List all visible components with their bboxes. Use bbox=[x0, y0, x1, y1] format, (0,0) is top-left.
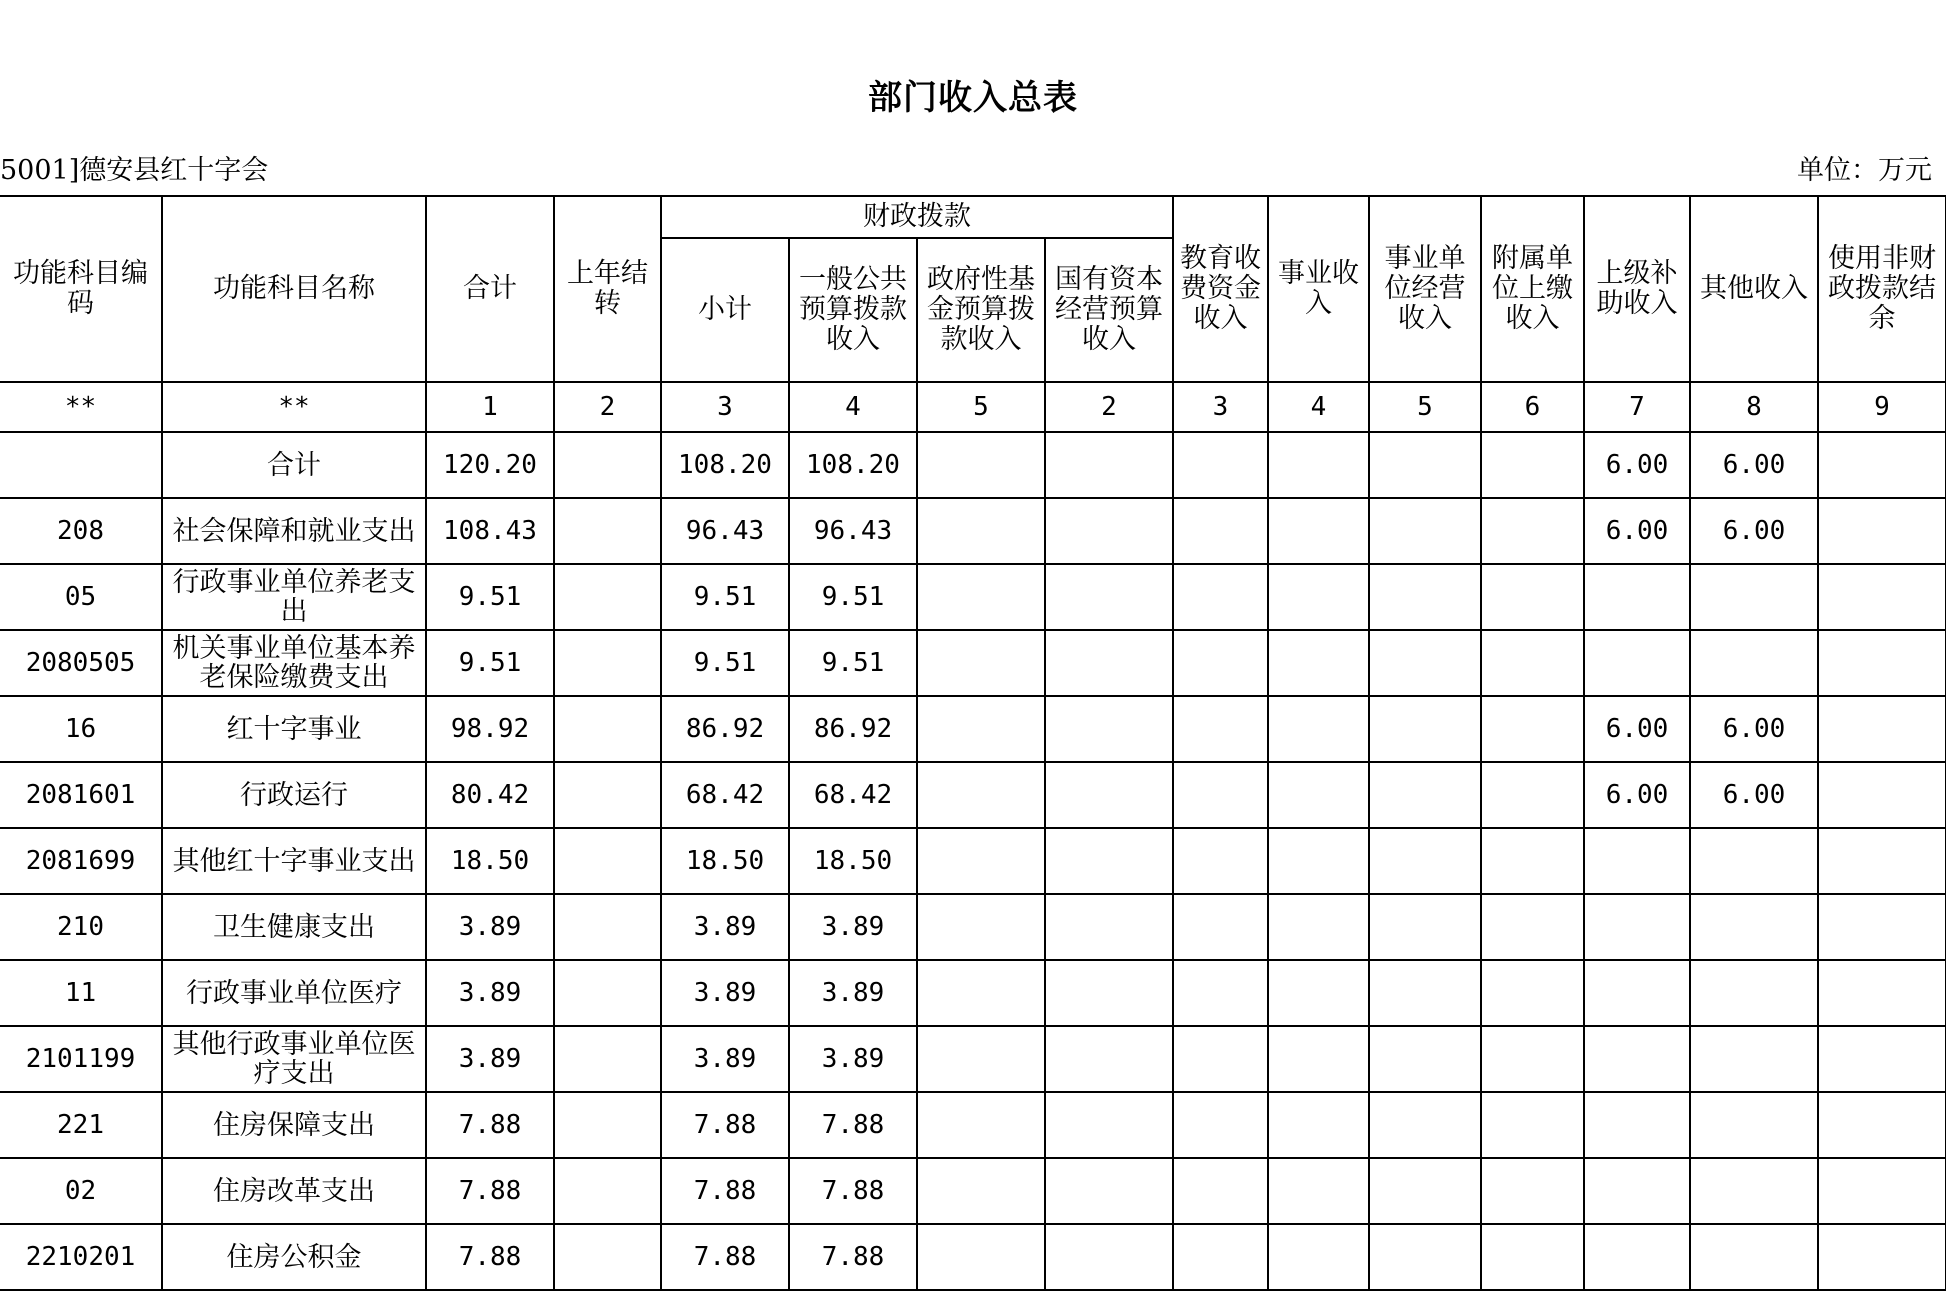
value-cell bbox=[554, 696, 661, 762]
code-cell: 02 bbox=[0, 1158, 162, 1224]
value-cell: 7.88 bbox=[789, 1092, 917, 1158]
value-cell bbox=[1173, 828, 1268, 894]
value-cell bbox=[1369, 432, 1481, 498]
index-cell: 6 bbox=[1481, 382, 1584, 432]
value-cell bbox=[917, 432, 1045, 498]
value-cell bbox=[1268, 1026, 1369, 1092]
name-cell: 行政运行 bbox=[162, 762, 426, 828]
value-cell bbox=[917, 498, 1045, 564]
header-general-public: 一般公共预算拨款收入 bbox=[789, 238, 917, 382]
value-cell bbox=[1481, 1158, 1584, 1224]
value-cell bbox=[1818, 432, 1946, 498]
table-row bbox=[0, 1092, 1946, 1158]
value-cell bbox=[1173, 1224, 1268, 1290]
value-cell bbox=[1173, 960, 1268, 1026]
value-cell bbox=[1690, 894, 1818, 960]
code-cell: 2080505 bbox=[0, 630, 162, 696]
value-cell bbox=[1268, 696, 1369, 762]
value-cell: 6.00 bbox=[1584, 762, 1690, 828]
value-cell: 3.89 bbox=[661, 894, 789, 960]
value-cell: 98.92 bbox=[426, 696, 554, 762]
table-row bbox=[0, 498, 1946, 564]
income-table bbox=[0, 195, 1946, 1291]
value-cell bbox=[1045, 894, 1173, 960]
value-cell bbox=[1045, 828, 1173, 894]
value-cell: 120.20 bbox=[426, 432, 554, 498]
value-cell bbox=[1045, 960, 1173, 1026]
value-cell bbox=[1818, 1092, 1946, 1158]
value-cell: 7.88 bbox=[661, 1224, 789, 1290]
value-cell bbox=[1584, 630, 1690, 696]
value-cell bbox=[1818, 630, 1946, 696]
index-cell: ** bbox=[0, 382, 162, 432]
value-cell bbox=[1173, 630, 1268, 696]
index-cell: 8 bbox=[1690, 382, 1818, 432]
value-cell: 3.89 bbox=[789, 960, 917, 1026]
name-cell: 合计 bbox=[162, 432, 426, 498]
value-cell bbox=[917, 564, 1045, 630]
code-cell: 221 bbox=[0, 1092, 162, 1158]
value-cell bbox=[1173, 1092, 1268, 1158]
value-cell: 6.00 bbox=[1584, 432, 1690, 498]
value-cell bbox=[1481, 762, 1584, 828]
value-cell: 68.42 bbox=[661, 762, 789, 828]
value-cell bbox=[917, 762, 1045, 828]
value-cell bbox=[1481, 828, 1584, 894]
value-cell bbox=[1369, 894, 1481, 960]
value-cell: 68.42 bbox=[789, 762, 917, 828]
header-education-fee: 教育收费资金收入 bbox=[1173, 196, 1268, 382]
table-row bbox=[0, 762, 1946, 828]
name-cell: 行政事业单位养老支出 bbox=[162, 564, 426, 630]
name-cell: 红十字事业 bbox=[162, 696, 426, 762]
value-cell: 3.89 bbox=[426, 1026, 554, 1092]
name-cell: 住房公积金 bbox=[162, 1224, 426, 1290]
value-cell bbox=[554, 894, 661, 960]
value-cell bbox=[1045, 1224, 1173, 1290]
value-cell: 96.43 bbox=[789, 498, 917, 564]
name-cell: 社会保障和就业支出 bbox=[162, 498, 426, 564]
value-cell bbox=[1369, 1026, 1481, 1092]
table-row bbox=[0, 1158, 1946, 1224]
table-row bbox=[0, 828, 1946, 894]
name-cell: 行政事业单位医疗 bbox=[162, 960, 426, 1026]
value-cell bbox=[1481, 1092, 1584, 1158]
value-cell: 108.20 bbox=[661, 432, 789, 498]
index-cell: 4 bbox=[1268, 382, 1369, 432]
value-cell: 7.88 bbox=[426, 1158, 554, 1224]
code-cell: 2081601 bbox=[0, 762, 162, 828]
value-cell: 6.00 bbox=[1690, 498, 1818, 564]
index-cell: 7 bbox=[1584, 382, 1690, 432]
index-cell: 3 bbox=[1173, 382, 1268, 432]
value-cell bbox=[1173, 498, 1268, 564]
table-row bbox=[0, 1026, 1946, 1092]
value-cell bbox=[1268, 498, 1369, 564]
header-non-fiscal: 使用非财政拨款结余 bbox=[1818, 196, 1946, 382]
value-cell bbox=[1045, 1158, 1173, 1224]
value-cell bbox=[1690, 1224, 1818, 1290]
header-superior-subsidy: 上级补助收入 bbox=[1584, 196, 1690, 382]
value-cell bbox=[1268, 564, 1369, 630]
value-cell: 3.89 bbox=[789, 894, 917, 960]
index-cell: 2 bbox=[554, 382, 661, 432]
index-cell: 9 bbox=[1818, 382, 1946, 432]
value-cell bbox=[554, 1158, 661, 1224]
name-cell: 卫生健康支出 bbox=[162, 894, 426, 960]
value-cell bbox=[1690, 564, 1818, 630]
name-cell: 住房保障支出 bbox=[162, 1092, 426, 1158]
header-code: 功能科目编码 bbox=[0, 196, 162, 382]
value-cell: 86.92 bbox=[789, 696, 917, 762]
value-cell bbox=[1481, 696, 1584, 762]
value-cell bbox=[1045, 432, 1173, 498]
value-cell: 7.88 bbox=[426, 1224, 554, 1290]
value-cell bbox=[554, 960, 661, 1026]
code-cell: 2081699 bbox=[0, 828, 162, 894]
value-cell bbox=[1690, 1092, 1818, 1158]
value-cell bbox=[1584, 960, 1690, 1026]
table-row bbox=[0, 432, 1946, 498]
value-cell bbox=[1690, 630, 1818, 696]
name-cell: 其他红十字事业支出 bbox=[162, 828, 426, 894]
value-cell: 9.51 bbox=[789, 564, 917, 630]
table-row bbox=[0, 564, 1946, 630]
value-cell: 80.42 bbox=[426, 762, 554, 828]
header-carryover: 上年结转 bbox=[554, 196, 661, 382]
value-cell bbox=[917, 828, 1045, 894]
value-cell bbox=[554, 498, 661, 564]
value-cell bbox=[1584, 1158, 1690, 1224]
value-cell bbox=[1045, 1026, 1173, 1092]
table-row bbox=[0, 630, 1946, 696]
value-cell bbox=[1173, 696, 1268, 762]
value-cell bbox=[1268, 828, 1369, 894]
value-cell bbox=[1818, 960, 1946, 1026]
value-cell: 7.88 bbox=[789, 1224, 917, 1290]
name-cell: 住房改革支出 bbox=[162, 1158, 426, 1224]
table-row bbox=[0, 1224, 1946, 1290]
header-subtotal: 小计 bbox=[661, 238, 789, 382]
organization-label: 5001]德安县红十字会 bbox=[0, 155, 269, 186]
index-cell: 2 bbox=[1045, 382, 1173, 432]
header-name: 功能科目名称 bbox=[162, 196, 426, 382]
value-cell bbox=[1818, 564, 1946, 630]
value-cell bbox=[1690, 1026, 1818, 1092]
value-cell bbox=[1268, 762, 1369, 828]
value-cell: 18.50 bbox=[426, 828, 554, 894]
value-cell bbox=[1818, 498, 1946, 564]
value-cell bbox=[917, 1026, 1045, 1092]
value-cell bbox=[1369, 498, 1481, 564]
code-cell: 210 bbox=[0, 894, 162, 960]
value-cell bbox=[1268, 630, 1369, 696]
header-other-income: 其他收入 bbox=[1690, 196, 1818, 382]
header-affiliated: 附属单位上缴收入 bbox=[1481, 196, 1584, 382]
value-cell: 6.00 bbox=[1584, 498, 1690, 564]
value-cell bbox=[1481, 1224, 1584, 1290]
value-cell bbox=[1818, 894, 1946, 960]
value-cell bbox=[1045, 564, 1173, 630]
value-cell bbox=[1173, 432, 1268, 498]
header-gov-fund: 政府性基金预算拨款收入 bbox=[917, 238, 1045, 382]
header-business-income: 事业收入 bbox=[1268, 196, 1369, 382]
name-cell: 机关事业单位基本养老保险缴费支出 bbox=[162, 630, 426, 696]
value-cell bbox=[1268, 960, 1369, 1026]
code-cell: 2101199 bbox=[0, 1026, 162, 1092]
value-cell bbox=[554, 432, 661, 498]
code-cell: 05 bbox=[0, 564, 162, 630]
index-cell: ** bbox=[162, 382, 426, 432]
value-cell bbox=[1369, 1092, 1481, 1158]
index-cell: 4 bbox=[789, 382, 917, 432]
value-cell bbox=[1818, 1026, 1946, 1092]
value-cell bbox=[1584, 1092, 1690, 1158]
unit-label: 单位：万元 bbox=[1797, 155, 1932, 186]
code-cell: 208 bbox=[0, 498, 162, 564]
value-cell bbox=[1369, 1158, 1481, 1224]
value-cell bbox=[1045, 1092, 1173, 1158]
value-cell bbox=[1369, 828, 1481, 894]
value-cell: 6.00 bbox=[1584, 696, 1690, 762]
value-cell bbox=[1584, 828, 1690, 894]
value-cell bbox=[1818, 1224, 1946, 1290]
value-cell: 7.88 bbox=[661, 1092, 789, 1158]
value-cell: 6.00 bbox=[1690, 432, 1818, 498]
table-row bbox=[0, 696, 1946, 762]
value-cell bbox=[1369, 630, 1481, 696]
value-cell bbox=[554, 630, 661, 696]
header-state-capital: 国有资本经营预算收入 bbox=[1045, 238, 1173, 382]
value-cell bbox=[1268, 1158, 1369, 1224]
table-row bbox=[0, 960, 1946, 1026]
value-cell bbox=[917, 1092, 1045, 1158]
name-cell: 其他行政事业单位医疗支出 bbox=[162, 1026, 426, 1092]
value-cell bbox=[917, 696, 1045, 762]
value-cell: 6.00 bbox=[1690, 762, 1818, 828]
value-cell bbox=[1369, 762, 1481, 828]
value-cell: 9.51 bbox=[789, 630, 917, 696]
code-cell: 16 bbox=[0, 696, 162, 762]
value-cell bbox=[917, 1158, 1045, 1224]
value-cell bbox=[1584, 894, 1690, 960]
value-cell bbox=[1173, 762, 1268, 828]
value-cell: 9.51 bbox=[661, 564, 789, 630]
table-row bbox=[0, 894, 1946, 960]
value-cell bbox=[1584, 1026, 1690, 1092]
value-cell bbox=[1045, 498, 1173, 564]
value-cell bbox=[1045, 696, 1173, 762]
value-cell: 108.43 bbox=[426, 498, 554, 564]
value-cell bbox=[554, 1092, 661, 1158]
value-cell bbox=[1369, 1224, 1481, 1290]
index-cell: 3 bbox=[661, 382, 789, 432]
header-business-operation: 事业单位经营收入 bbox=[1369, 196, 1481, 382]
value-cell bbox=[1690, 960, 1818, 1026]
value-cell bbox=[1173, 564, 1268, 630]
value-cell bbox=[1690, 828, 1818, 894]
value-cell: 9.51 bbox=[426, 630, 554, 696]
value-cell: 3.89 bbox=[426, 960, 554, 1026]
value-cell bbox=[1173, 1158, 1268, 1224]
value-cell bbox=[554, 1026, 661, 1092]
value-cell bbox=[554, 564, 661, 630]
value-cell bbox=[1173, 1026, 1268, 1092]
code-cell: 11 bbox=[0, 960, 162, 1026]
value-cell bbox=[1173, 894, 1268, 960]
value-cell: 96.43 bbox=[661, 498, 789, 564]
value-cell: 18.50 bbox=[789, 828, 917, 894]
value-cell bbox=[917, 894, 1045, 960]
value-cell: 7.88 bbox=[789, 1158, 917, 1224]
value-cell bbox=[1268, 432, 1369, 498]
index-cell: 1 bbox=[426, 382, 554, 432]
value-cell bbox=[1268, 894, 1369, 960]
value-cell bbox=[917, 630, 1045, 696]
value-cell bbox=[1481, 498, 1584, 564]
value-cell bbox=[1818, 696, 1946, 762]
value-cell bbox=[1045, 762, 1173, 828]
value-cell bbox=[1818, 828, 1946, 894]
value-cell bbox=[554, 762, 661, 828]
value-cell bbox=[917, 960, 1045, 1026]
index-row bbox=[0, 382, 1946, 432]
value-cell bbox=[1369, 564, 1481, 630]
value-cell bbox=[1045, 630, 1173, 696]
value-cell bbox=[1818, 762, 1946, 828]
value-cell bbox=[1584, 1224, 1690, 1290]
value-cell: 3.89 bbox=[661, 1026, 789, 1092]
value-cell bbox=[1481, 960, 1584, 1026]
value-cell bbox=[1268, 1092, 1369, 1158]
value-cell bbox=[554, 828, 661, 894]
value-cell bbox=[1481, 1026, 1584, 1092]
value-cell: 18.50 bbox=[661, 828, 789, 894]
value-cell: 9.51 bbox=[661, 630, 789, 696]
value-cell: 3.89 bbox=[789, 1026, 917, 1092]
value-cell: 7.88 bbox=[426, 1092, 554, 1158]
value-cell bbox=[1369, 960, 1481, 1026]
value-cell bbox=[917, 1224, 1045, 1290]
value-cell: 3.89 bbox=[426, 894, 554, 960]
value-cell: 9.51 bbox=[426, 564, 554, 630]
value-cell: 7.88 bbox=[661, 1158, 789, 1224]
header-row-1 bbox=[0, 196, 1946, 238]
value-cell bbox=[1481, 564, 1584, 630]
value-cell bbox=[1818, 1158, 1946, 1224]
value-cell bbox=[554, 1224, 661, 1290]
value-cell bbox=[1690, 1158, 1818, 1224]
value-cell: 108.20 bbox=[789, 432, 917, 498]
value-cell: 3.89 bbox=[661, 960, 789, 1026]
header-fiscal-group: 财政拨款 bbox=[661, 196, 1173, 238]
value-cell bbox=[1584, 564, 1690, 630]
index-cell: 5 bbox=[1369, 382, 1481, 432]
index-cell: 5 bbox=[917, 382, 1045, 432]
code-cell: 2210201 bbox=[0, 1224, 162, 1290]
value-cell bbox=[1481, 894, 1584, 960]
value-cell: 6.00 bbox=[1690, 696, 1818, 762]
value-cell bbox=[1369, 696, 1481, 762]
value-cell bbox=[1481, 432, 1584, 498]
value-cell bbox=[1481, 630, 1584, 696]
header-total: 合计 bbox=[426, 196, 554, 382]
page-title: 部门收入总表 bbox=[868, 78, 1078, 118]
value-cell: 86.92 bbox=[661, 696, 789, 762]
value-cell bbox=[1268, 1224, 1369, 1290]
code-cell bbox=[0, 432, 162, 498]
